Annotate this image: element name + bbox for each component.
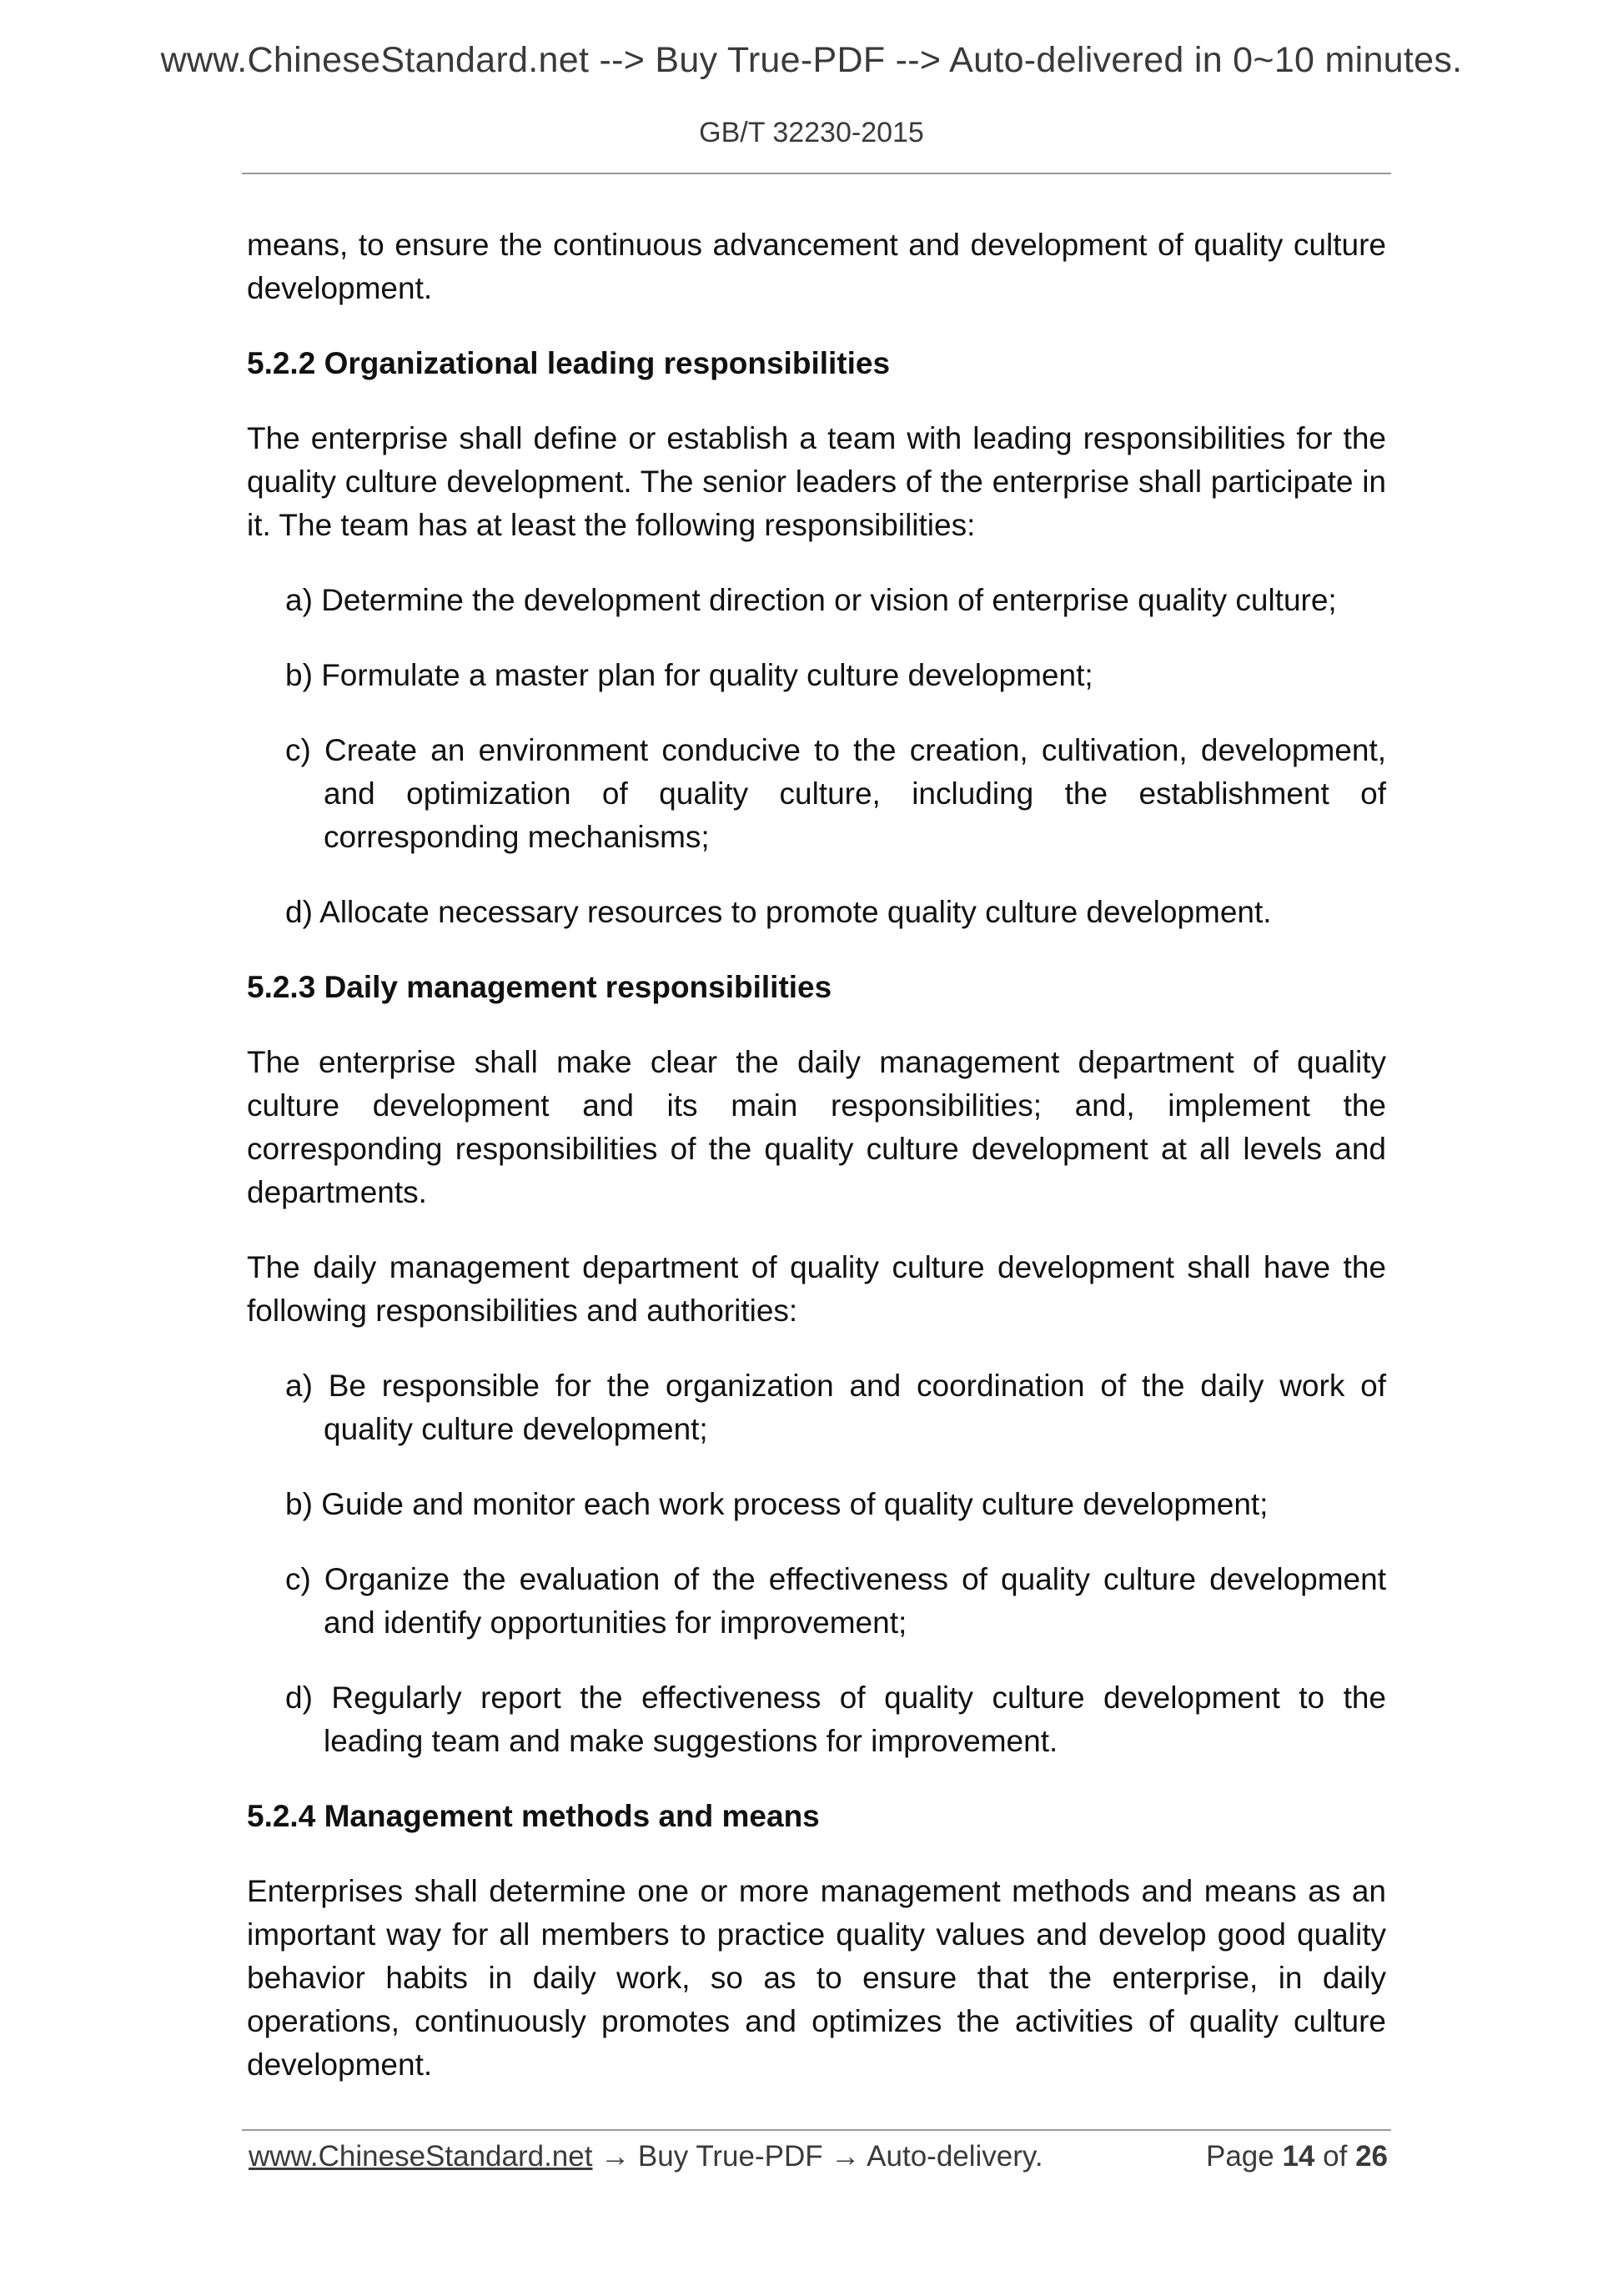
intro-paragraph: means, to ensure the continuous advancement and development of quality culture development. [247, 228, 1386, 305]
list-text: Determine the development direction or vision of enterprise quality culture; [321, 583, 1337, 617]
list-text: Guide and monitor each work process of quality culture development; [321, 1487, 1269, 1521]
list-text: Organize the evaluation of the effectiveness of quality culture development and identify opportunities for improvement; [324, 1562, 1386, 1640]
page-current: 14 [1282, 2140, 1315, 2173]
page-of: of [1323, 2140, 1348, 2173]
list-item [247, 729, 1386, 859]
section-paragraph-5-2-3-b: The daily management department of quality culture development shall have the following responsibilities and authorities: [247, 1250, 1386, 1328]
page-indicator [1206, 2138, 1388, 2175]
page-label: Page [1205, 2140, 1274, 2173]
list-text: Formulate a master plan for quality culture development; [321, 658, 1093, 692]
list-item [247, 1483, 1386, 1526]
list-marker: a) [285, 1369, 313, 1403]
list-text: Create an environment conducive to the creation, cultivation, development, and optimization of quality culture, including the establishment of corresponding mechanisms; [324, 733, 1387, 854]
list-marker: d) [285, 1681, 313, 1715]
list-item [247, 1364, 1386, 1451]
list-marker: c) [285, 1562, 311, 1596]
list-5-2-3 [247, 1364, 1386, 1763]
list-text: Allocate necessary resources to promote quality culture development. [319, 895, 1272, 929]
page-total: 26 [1355, 2140, 1388, 2173]
list-5-2-2 [247, 579, 1386, 934]
header-banner: www.ChineseStandard.net --> Buy True-PDF --> Auto-delivered in 0~10 minutes. [160, 40, 1463, 80]
footer-tail-text: → Buy True-PDF → Auto-delivery. [592, 2140, 1043, 2173]
list-text: Regularly report the effectiveness of quality culture development to the leading team and make suggestions for improvement. [324, 1681, 1387, 1758]
footer-divider [242, 2129, 1391, 2131]
list-marker: b) [285, 1487, 313, 1521]
section-paragraph-5-2-4: Enterprises shall determine one or more management methods and means as an important way for all members to practice quality values and develop good quality behavior habits in daily work, so as to ensure that the enterprise, in daily operations, continuously promotes and optimizes the activities of quality culture development. [247, 1874, 1386, 2082]
list-text: Be responsible for the organization and coordination of the daily work of quality culture development; [324, 1369, 1386, 1446]
section-heading-5-2-4: 5.2.4 Management methods and means [247, 1799, 820, 1833]
page-content [247, 224, 1386, 2118]
header-divider [242, 173, 1391, 174]
section-paragraph-5-2-2: The enterprise shall define or establish a team with leading responsibilities for the quality culture development. The senior leaders of the enterprise shall participate in it. The team has at least the following responsibilities: [247, 421, 1386, 542]
list-marker: c) [285, 733, 311, 767]
list-marker: a) [285, 583, 313, 617]
list-item [247, 654, 1386, 697]
list-item [247, 579, 1386, 622]
list-marker: d) [285, 895, 313, 929]
list-item [247, 1676, 1386, 1763]
list-item [247, 891, 1386, 934]
list-item [247, 1558, 1386, 1645]
section-heading-5-2-2: 5.2.2 Organizational leading responsibilities [247, 346, 891, 380]
section-heading-5-2-3: 5.2.3 Daily management responsibilities [247, 970, 832, 1004]
standard-number: GB/T 32230-2015 [699, 117, 924, 148]
list-marker: b) [285, 658, 313, 692]
page-footer [249, 2138, 1388, 2175]
footer-link[interactable]: www.ChineseStandard.net [249, 2140, 593, 2173]
section-paragraph-5-2-3-a: The enterprise shall make clear the daily management department of quality culture development and its main responsibilities; and, implement the corresponding responsibilities of the quality culture development at all levels and departments. [247, 1045, 1386, 1209]
